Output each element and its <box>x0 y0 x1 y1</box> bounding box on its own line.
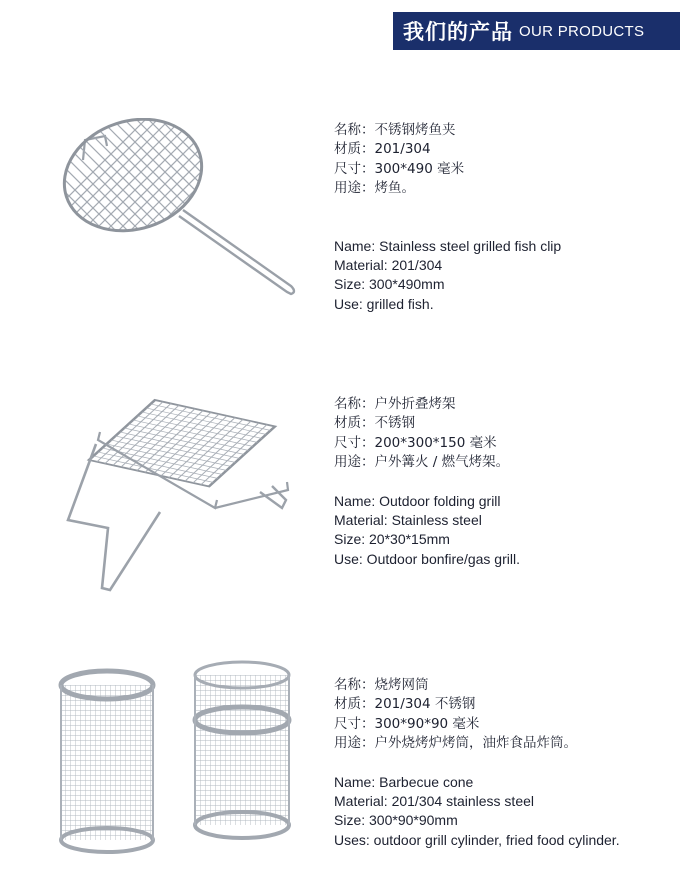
header-band <box>393 12 680 50</box>
spec-material-en: Material: 201/304 stainless steel <box>334 793 534 810</box>
spec-use-cn: 用途：烤鱼。 <box>334 180 415 197</box>
spec-use-en: Uses: outdoor grill cylinder, fried food cylinder. <box>334 831 620 848</box>
header-title-cn: 我们的产品 <box>403 20 513 44</box>
spec-name-cn: 名称：户外折叠烤架 <box>334 396 456 412</box>
spec-size-cn: 尺寸：300*90*90 毫米 <box>334 715 480 732</box>
spec-size-en: Size: 20*30*15mm <box>334 531 450 548</box>
spec-use-cn: 用途：户外篝火 / 燃气烤架。 <box>334 454 510 471</box>
spec-name-en: Name: Barbecue cone <box>334 773 474 790</box>
spec-name-en: Name: Outdoor folding grill <box>334 492 501 509</box>
spec-name-cn: 名称：不锈钢烤鱼夹 <box>334 122 456 138</box>
spec-material-en: Material: 201/304 <box>334 257 443 274</box>
product-description <box>334 676 620 850</box>
spec-material-cn: 材质：201/304 不锈钢 <box>334 696 476 713</box>
barbecue-cone-image <box>55 655 305 855</box>
header-title-en: OUR PRODUCTS <box>519 22 645 40</box>
spec-size-cn: 尺寸：300*490 毫米 <box>334 160 465 177</box>
spec-use-en: Use: Outdoor bonfire/gas grill. <box>334 550 520 567</box>
product-description <box>334 121 561 314</box>
spec-size-cn: 尺寸：200*300*150 毫米 <box>334 434 497 451</box>
spec-name-en: Name: Stainless steel grilled fish clip <box>334 237 562 254</box>
spec-material-en: Material: Stainless steel <box>334 512 482 529</box>
spec-use-en: Use: grilled fish. <box>334 295 434 312</box>
spec-size-en: Size: 300*90*90mm <box>334 812 458 829</box>
grilled-fish-clip-image <box>55 118 305 298</box>
spec-use-cn: 用途：户外烧烤炉烤筒，油炸食品炸筒。 <box>334 735 577 752</box>
spec-material-cn: 材质：不锈钢 <box>334 415 415 432</box>
folding-grill-image <box>60 390 300 600</box>
spec-material-cn: 材质：201/304 <box>334 141 431 158</box>
product-description <box>334 395 520 569</box>
spec-name-cn: 名称：烧烤网筒 <box>334 677 429 693</box>
spec-size-en: Size: 300*490mm <box>334 276 445 293</box>
